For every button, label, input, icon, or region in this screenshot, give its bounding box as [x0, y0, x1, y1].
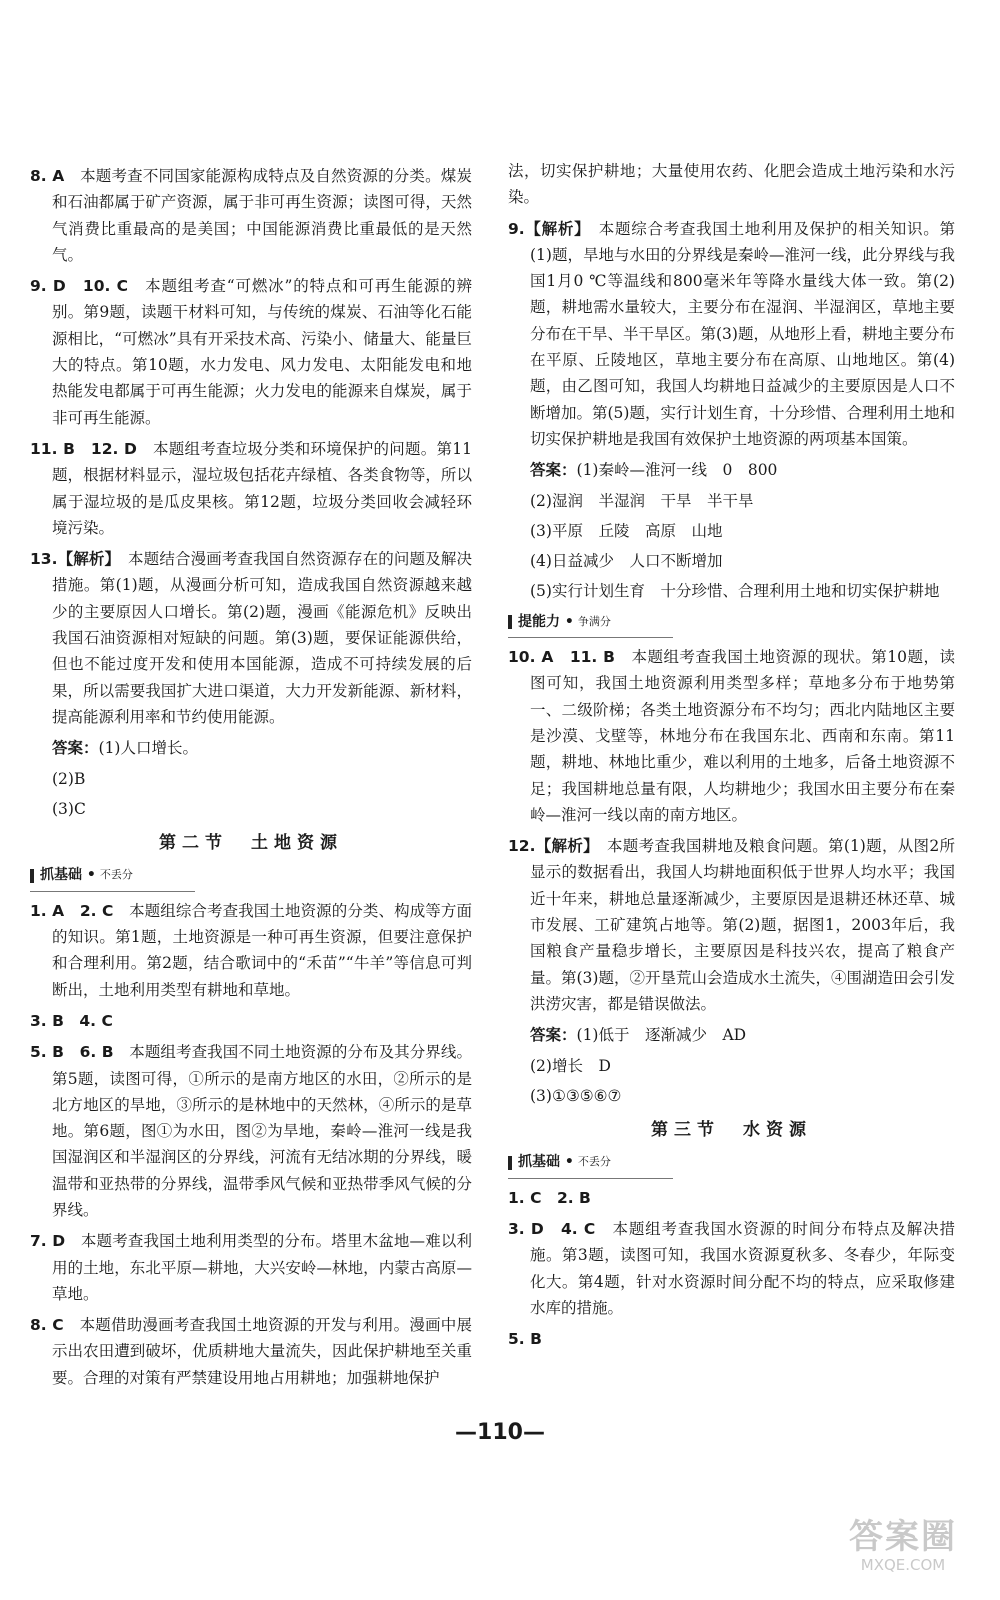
question-item	[30, 1039, 472, 1223]
answer-line	[530, 548, 955, 574]
section-tag-sub: 争满分	[577, 614, 611, 628]
answer-text: (3)平原 丘陵 高原 山地	[530, 521, 723, 540]
answer-line	[530, 1083, 955, 1109]
answer-text: (5)实行计划生育 十分珍惜、合理利用土地和切实保护耕地	[530, 582, 940, 601]
watermark-logo	[828, 1518, 978, 1578]
section-tag-main: 抓基础 •	[518, 1154, 574, 1171]
answer-line	[52, 766, 472, 792]
watermark-logo-text: 答案圈	[849, 1517, 957, 1557]
question-item	[508, 1216, 955, 1321]
question-explanation: 本题组考查“可燃冰”的特点和可再生能源的辨别。第9题，读题干材料可知，与传统的煤炭、石油等化石能源相比，“可燃冰”具有开采技术高、污染小、储量大、能量巨大的特点。第10题，水力发电、风力发电、太阳能发电和地热能发电都属于可再生能源；火力发电的能源来自煤炭，属于非可再生能源。	[52, 277, 472, 427]
question-number: 10. A 11. B	[508, 648, 615, 667]
question-number: 5. B	[508, 1330, 542, 1349]
section-tag-main: 提能力 •	[518, 613, 574, 630]
bar-icon	[30, 869, 34, 883]
question-explanation: 本题考查不同国家能源构成特点及自然资源的分类。煤炭和石油都属于矿产资源，属于非可再生资源；读图可得，天然气消费比重最高的是美国；中国能源消费比重最低的是天然气。	[52, 167, 472, 264]
question-explanation: 本题组考查垃圾分类和环境保护的问题。第11题，根据材料显示，湿垃圾包括花卉绿植、各类食物等，所以属于湿垃圾的是瓜皮果核。第12题，垃圾分类回收会减轻环境污染。	[52, 439, 472, 537]
bar-icon	[508, 615, 512, 629]
question-number: 9. D 10. C	[30, 277, 128, 296]
section-tag	[30, 862, 195, 891]
question-explanation: 本题结合漫画考查我国自然资源存在的问题及解决措施。第(1)题，从漫画分析可知，造成我国自然资源越来越少的主要原因人口增长。第(2)题，漫画《能源危机》反映出我国石油资源相对短缺的问题。第(3)题，要保证能源供给，但也不能过度开发和使用本国能源，造成不可持续发展的后果，所以需要我国扩大进口渠道，大力开发新能源、新材料，提高能源利用率和节约使用能源。	[52, 550, 472, 726]
bar-icon	[508, 1156, 512, 1170]
question-item	[30, 1008, 472, 1034]
answer-text: (2)湿润 半湿润 干旱 半干旱	[530, 491, 754, 510]
question-number: 1. A 2. C	[30, 901, 114, 920]
answer-line	[530, 518, 955, 544]
answer-text: (1)秦岭—淮河一线 0 800	[576, 461, 778, 480]
answer-text: (2)增长 D	[530, 1056, 611, 1075]
question-item	[508, 833, 955, 1017]
question-number: 5. B 6. B	[30, 1043, 114, 1062]
question-explanation: 本题组综合考查我国土地资源的分类、构成等方面的知识。第1题，土地资源是一种可再生资源，但要注意保护和合理利用。第2题，结合歌词中的“禾苗”“牛羊”等信息可判断出，土地利用类型有耕地和草地。	[52, 901, 472, 999]
section-title: 第二节 土地资源	[159, 833, 343, 854]
answer-line	[530, 1022, 955, 1048]
question-item	[30, 1312, 472, 1391]
question-number: 11. B 12. D	[30, 439, 137, 458]
answer-label: 答案：	[530, 1026, 577, 1045]
answer-line	[530, 457, 955, 483]
question-explanation: 本题借助漫画考查我国土地资源的开发与利用。漫画中展示出农田遭到破坏，优质耕地大量流失，因此保护耕地至关重要。合理的对策有严禁建设用地占用耕地；加强耕地保护	[52, 1316, 472, 1387]
question-number: 3. D 4. C	[508, 1219, 596, 1238]
right-column	[508, 163, 955, 1357]
answer-text: (2)B	[52, 769, 86, 788]
question-number: 12.【解析】	[508, 837, 592, 856]
question-item	[30, 898, 472, 1003]
watermark-url: MXQE.COM	[860, 1556, 946, 1574]
section-tag-sub: 不丢分	[99, 868, 133, 882]
question-number: 8. A	[30, 167, 65, 185]
answer-text: (1)低于 逐渐减少 AD	[576, 1026, 747, 1045]
question-number: 8. C	[30, 1316, 64, 1335]
section-tag	[508, 1149, 673, 1178]
question-explanation: 本题组考查我国水资源的时间分布特点及解决措施。第3题，读图可知，我国水资源夏秋多、冬春少，年际变化大。第4题，针对水资源时间分配不均的特点，应采取修建水库的措施。	[530, 1219, 955, 1317]
question-explanation: 本题考查我国耕地及粮食问题。第(1)题，从图2所显示的数据看出，我国人均耕地面积低于世界人均水平；我国近十年来，耕地总量逐渐减少，主要原因是退耕还林还草、城市发展、工矿建筑占地等。第(2)题，据图1，2003年后，我国粮食产量稳步增长，主要原因是科技兴农，提高了粮食产量。第(3)题，②开垦荒山会造成水土流失，④围湖造田会引发洪涝灾害，都是错误做法。	[530, 837, 955, 1013]
question-number: 9.【解析】	[508, 219, 583, 238]
answer-text: (1)人口增长。	[98, 739, 198, 758]
answer-text: (3)①③⑤⑥⑦	[530, 1086, 622, 1105]
answer-line	[52, 796, 472, 822]
question-explanation: 本题组考查我国不同土地资源的分布及其分界线。第5题，读图可得，①所示的是南方地区的水田，②所示的是北方地区的旱地，③所示的是林地中的天然林，④所示的是草地。第6题，图①为水田，图②为旱地，秦岭—淮河一线是我国湿润区和半湿润区的分界线，河流有无结冰期的分界线，暖温带和亚热带的分界线，温带季风气候和亚热带季风气候的分界线。	[52, 1043, 472, 1219]
question-item	[508, 216, 955, 453]
question-number: 3. B 4. C	[30, 1011, 113, 1030]
answer-line	[530, 1053, 955, 1079]
question-item	[30, 273, 472, 431]
answer-label: 答案：	[530, 461, 577, 480]
page-number: —110—	[455, 1420, 545, 1445]
question-item	[30, 1228, 472, 1307]
answer-text: (3)C	[52, 799, 86, 818]
question-explanation: 本题综合考查我国土地利用及保护的相关知识。第(1)题，旱地与水田的分界线是秦岭—淮河一线，此分界线与我国1月0 ℃等温线和800毫米年等降水量线大体一致。第(2)题，耕地需水量较大，主要分布在湿润、半湿润区，草地主要分布在干旱、半干旱区。第(3)题，从地形上看，耕地主要分布在平原、丘陵地区，草地主要分布在高原、山地地区。第(4)题，由乙图可知，我国人均耕地日益减少的主要原因是人口不断增加。第(5)题，实行计划生育，十分珍惜、合理利用土地和切实保护耕地是我国有效保护土地资源的两项基本国策。	[530, 219, 955, 448]
question-number: 7. D	[30, 1232, 66, 1251]
section-tag-main: 抓基础 •	[40, 867, 96, 884]
question-item	[508, 1326, 955, 1352]
question-number: 13.【解析】	[30, 550, 113, 569]
answer-label: 答案：	[52, 739, 99, 758]
question-item	[30, 436, 472, 541]
section-title: 第三节 水资源	[651, 1120, 812, 1141]
question-item	[30, 546, 472, 730]
section-tag	[508, 609, 673, 638]
answer-line	[530, 488, 955, 514]
left-column	[30, 163, 472, 1396]
question-item	[508, 644, 955, 828]
answer-text: (4)日益减少 人口不断增加	[530, 552, 723, 571]
question-number: 1. C 2. B	[508, 1188, 591, 1207]
question-explanation: 本题考查我国土地利用类型的分布。塔里木盆地—难以利用的土地，东北平原—耕地，大兴安岭—林地，内蒙古高原—草地。	[52, 1232, 472, 1303]
continued-text: 法，切实保护耕地；大量使用农药、化肥会造成土地污染和水污染。	[508, 162, 955, 207]
answer-line	[530, 578, 955, 604]
section-tag-sub: 不丢分	[577, 1155, 611, 1169]
question-item	[508, 1185, 955, 1211]
answer-line	[52, 735, 472, 761]
question-item	[30, 163, 472, 268]
question-explanation: 本题组考查我国土地资源的现状。第10题，读图可知，我国土地资源利用类型多样；草地多分布于地势第一、二级阶梯；各类土地资源分布不均匀；西北内陆地区主要是沙漠、戈壁等，林地分布在我国东北、西南和东南。第11题，耕地、林地比重少，难以利用的土地多，后备土地资源不足；我国耕地总量有限，人均耕地少；我国水田主要分布在秦岭—淮河一线以南的南方地区。	[530, 648, 955, 824]
